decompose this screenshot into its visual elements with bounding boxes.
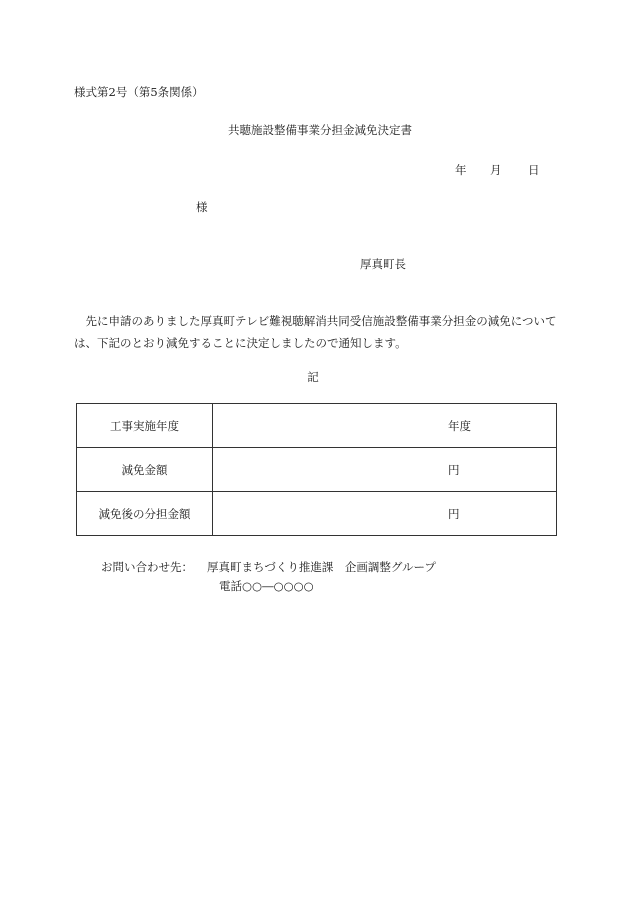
body-paragraph: 先に申請のありました厚真町テレビ難視聴解消共同受信施設整備事業分担金の減免については、下記のとおり減免することに決定しましたので通知します。 xyxy=(74,314,557,350)
row-value-exemption-amount: 円 xyxy=(213,448,557,492)
document-title: 共聴施設整備事業分担金減免決定書 xyxy=(228,123,412,137)
table-row xyxy=(77,404,557,448)
row-value-contribution-after: 円 xyxy=(213,492,557,536)
date-year: 年 xyxy=(455,163,467,177)
recipient-honorific: 様 xyxy=(196,200,208,214)
form-number: 様式第2号（第5条関係） xyxy=(74,85,204,99)
contact-department: 厚真町まちづくり推進課 企画調整グループ xyxy=(207,560,436,574)
table-row xyxy=(77,492,557,536)
ki-heading: 記 xyxy=(307,370,319,384)
date-month: 月 xyxy=(490,163,502,177)
contact-phone: 電話○○―○○○○ xyxy=(219,579,314,593)
table-row xyxy=(77,448,557,492)
details-table xyxy=(76,403,557,536)
row-label-contribution-after: 減免後の分担金額 xyxy=(77,492,213,536)
row-label-exemption-amount: 減免金額 xyxy=(77,448,213,492)
date-day: 日 xyxy=(528,163,540,177)
row-label-construction-year: 工事実施年度 xyxy=(77,404,213,448)
issuer-name: 厚真町長 xyxy=(360,257,406,271)
contact-label: お問い合わせ先： xyxy=(101,560,193,574)
row-value-construction-year: 年度 xyxy=(213,404,557,448)
